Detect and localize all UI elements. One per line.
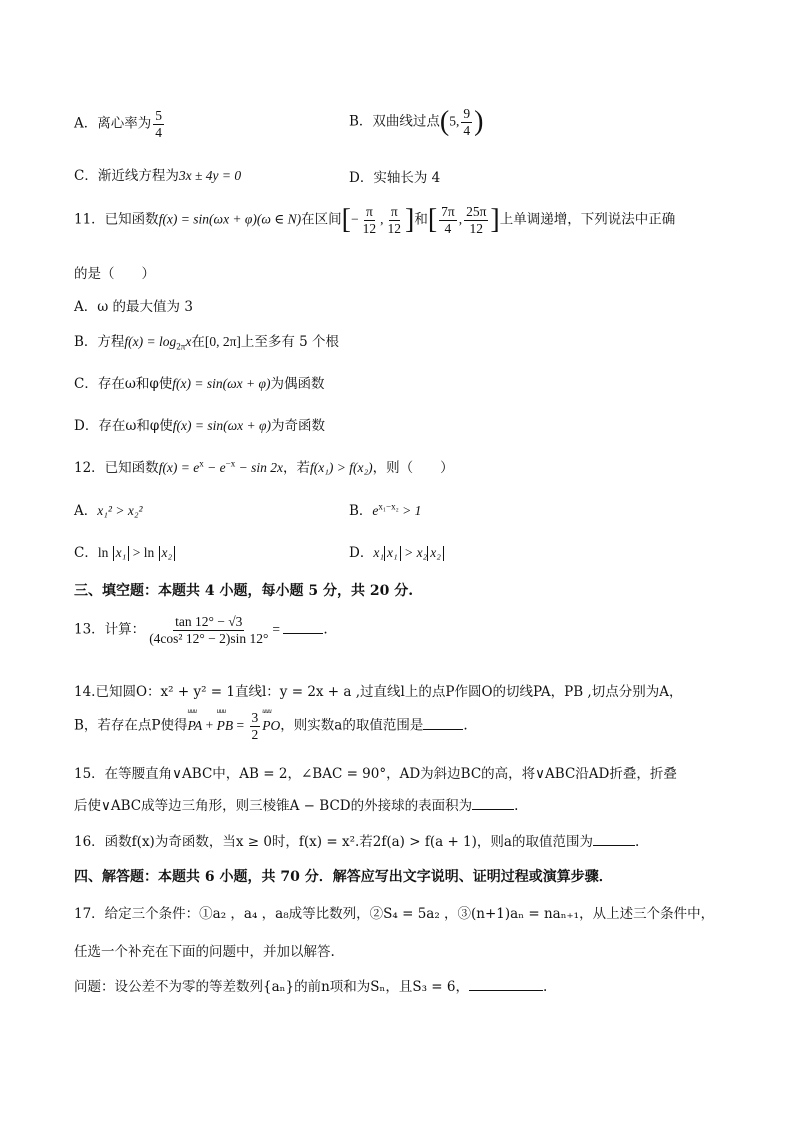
math-expr: > ln <box>129 545 155 560</box>
question-text: 11．已知函数 <box>74 211 159 228</box>
bracket-left: [ <box>341 204 351 236</box>
math-expr: f(x) = sin(ωx + φ)(ω ∈ N) <box>158 211 302 227</box>
denominator: 4 <box>463 122 471 138</box>
question-text: 在区间 <box>301 211 342 228</box>
option-text: D．实轴长为 4 <box>349 170 441 186</box>
question-text: ，则实数a的取值范围是 <box>280 717 424 734</box>
denominator: (4cos² 12° − 2)sin 12° <box>149 630 269 646</box>
q15-stem <box>74 762 677 782</box>
numerator: 9 <box>463 106 471 121</box>
paren-right: ) <box>474 106 484 138</box>
math-expr: x₁ <box>373 545 385 560</box>
comma: , <box>380 211 384 227</box>
q12-stem <box>74 456 454 476</box>
fraction <box>439 204 457 236</box>
math-expr: − sin 2x <box>235 460 283 475</box>
question-text: 和 <box>414 211 428 228</box>
denominator: 12 <box>387 220 401 236</box>
option-text: 为偶函数 <box>270 376 325 392</box>
q10-option-c <box>74 164 241 184</box>
q11-option-d <box>74 414 325 434</box>
math-expr: f(x) = log <box>124 334 177 349</box>
period: . <box>323 621 328 638</box>
equals: = <box>233 717 248 733</box>
section-heading-fill-in: 三、填空题：本题共 4 小题，每小题 5 分，共 20 分. <box>74 583 414 599</box>
plus: + <box>202 717 217 733</box>
fraction <box>461 106 472 138</box>
math-expr: x₂ <box>161 545 173 560</box>
option-text: A．ω 的最大值为 3 <box>74 299 193 315</box>
option-text: 为奇函数 <box>271 418 325 434</box>
option-text: D． <box>349 545 374 561</box>
denominator: 4 <box>155 124 162 140</box>
fraction <box>250 710 261 742</box>
math-expr: x₁ <box>115 545 127 560</box>
fraction <box>361 204 379 236</box>
absolute-value <box>159 546 176 561</box>
answer-blank[interactable] <box>593 844 635 846</box>
q11-stem <box>74 204 675 236</box>
question-text: 13．计算： <box>74 621 146 638</box>
question-text: 15．在等腰直角∨ABC中，AB = 2，∠BAC = 90°，AD为斜边BC的高，将∨ABC沿AD折叠，折叠 <box>74 766 677 782</box>
numerator: π <box>390 204 398 219</box>
answer-blank[interactable] <box>469 989 543 991</box>
section-heading-solutions: 四、解答题：本题共 6 小题，共 70 分．解答应写出文字说明、证明过程或演算步骤． <box>74 869 613 885</box>
question-text: 问题：设公差不为零的等差数列{aₙ}的前n项和为Sₙ，且S₃ = 6， <box>74 979 469 995</box>
q12-option-c <box>74 541 175 561</box>
option-text: B．双曲线过点 <box>349 113 440 130</box>
vector: uuu PO <box>262 718 280 734</box>
option-text: C． <box>74 545 98 561</box>
q11-stem-cont <box>74 262 155 282</box>
math-expr: ln <box>97 545 109 560</box>
superscript: x <box>199 458 204 469</box>
math-expr: x <box>185 334 192 349</box>
period: . <box>463 717 468 734</box>
q17-stem <box>74 902 714 922</box>
q13-stem <box>74 614 328 646</box>
period: . <box>543 979 548 995</box>
math-expr: x₂ <box>430 545 441 560</box>
q15-stem-cont <box>74 794 518 814</box>
option-text: A．离心率为 <box>74 115 152 132</box>
numerator: 3 <box>251 710 259 725</box>
q16-stem <box>74 830 639 850</box>
q17-stem-cont <box>74 940 335 960</box>
math-expr: f(x₁) > f(x₂) <box>309 460 373 475</box>
option-text: 在 <box>191 334 205 350</box>
q12-option-b <box>349 499 421 519</box>
question-text: 17．给定三个条件：①a₂ ，a₄ ，a₈成等比数列，②S₄ = 5a₂ ，③(n+1)aₙ = naₙ₊₁，从上述三个条件中， <box>74 906 715 922</box>
option-text: A． <box>74 503 98 519</box>
q12-option-d <box>349 541 444 561</box>
math-expr: x₁² > x₂² <box>97 503 143 518</box>
equals: = <box>272 621 284 637</box>
denominator: 12 <box>469 220 483 236</box>
answer-blank[interactable] <box>283 632 323 634</box>
answer-blank[interactable] <box>472 808 514 810</box>
period: . <box>514 798 519 814</box>
q11-option-a <box>74 295 193 315</box>
q14-stem <box>74 680 682 700</box>
absolute-value <box>384 546 401 561</box>
question-text: B，若存在点P使得 <box>74 717 188 734</box>
numerator: 5 <box>155 108 162 123</box>
option-text: C．渐近线方程为 <box>74 168 179 184</box>
question-text: 16．函数f(x)为奇函数，当x ≥ 0时，f(x) = x².若2f(a) > f(a + 1)，则a的取值范围为 <box>74 834 593 850</box>
q17-problem <box>74 975 547 995</box>
option-text: B． <box>349 503 373 519</box>
comma: , <box>458 211 463 227</box>
paren-left: ( <box>439 106 450 138</box>
q11-option-c <box>74 372 325 392</box>
option-text: C．存在ω和φ使 <box>74 376 173 392</box>
math-expr: f(x) = e <box>158 460 200 475</box>
question-text: 14.已知圆O：x² + y² = 1直线l：y = 2x + a ,过直线l上的点P作圆O的切线PA，PB ,切点分别为A， <box>74 684 683 700</box>
math-expr: x₁ <box>387 545 398 560</box>
absolute-value <box>113 546 130 561</box>
option-text: B．方程 <box>74 334 125 350</box>
fraction <box>153 108 164 140</box>
answer-blank[interactable] <box>423 728 463 730</box>
numerator: tan 12° − √3 <box>175 614 243 629</box>
math-expr: > 1 <box>398 503 422 518</box>
vector: uuu PB <box>217 718 234 734</box>
math-expr: f(x) = sin(ωx + φ) <box>172 418 271 433</box>
denominator: 12 <box>362 220 377 236</box>
superscript: −x <box>225 458 236 469</box>
math-expr: [0, 2π] <box>204 334 241 349</box>
fraction <box>147 614 270 646</box>
q11-option-b <box>74 330 339 352</box>
q10-option-d <box>349 166 440 186</box>
math-expr: − e <box>203 460 226 475</box>
bracket-right: ] <box>490 204 500 236</box>
minus-sign: − <box>350 211 359 227</box>
math-expr: > x₂ <box>400 545 428 560</box>
option-text: 上至多有 5 个根 <box>240 334 340 350</box>
subscript: 2π <box>176 341 186 352</box>
question-text: ，则（ ） <box>372 460 454 476</box>
question-text: 任选一个补充在下面的问题中，并加以解答. <box>74 944 335 960</box>
q10-option-a <box>74 108 166 140</box>
option-text: D．存在ω和φ使 <box>74 418 173 434</box>
fraction <box>464 204 488 236</box>
vector: uuu PA <box>188 718 203 734</box>
question-text: 的是（ ） <box>74 266 155 282</box>
fraction <box>385 204 403 236</box>
bracket-left: [ <box>427 204 438 236</box>
math-expr: f(x) = sin(ωx + φ) <box>172 376 271 391</box>
denominator: 4 <box>444 220 452 236</box>
math-expr: e <box>372 503 379 518</box>
question-text: 后使∨ABC成等边三角形，则三棱锥A − BCD的外接球的表面积为 <box>74 798 473 814</box>
question-text: 上单调递增，下列说法中正确 <box>499 211 676 228</box>
q12-option-a <box>74 499 143 519</box>
question-text: ，若 <box>282 460 310 476</box>
absolute-value <box>427 546 444 561</box>
numerator: π <box>365 204 373 219</box>
q14-stem-cont <box>74 710 468 742</box>
denominator: 2 <box>251 726 259 742</box>
bracket-right: ] <box>404 204 415 236</box>
period: . <box>634 834 640 850</box>
superscript: x₁−x₂ <box>378 501 399 512</box>
math-expr: 3x ± 4y = 0 <box>178 168 242 183</box>
numerator: 7π <box>441 204 455 219</box>
question-text: 12．已知函数 <box>74 460 159 476</box>
numerator: 25π <box>466 204 487 219</box>
q10-option-b <box>349 106 483 138</box>
point-x: 5, <box>449 113 460 129</box>
